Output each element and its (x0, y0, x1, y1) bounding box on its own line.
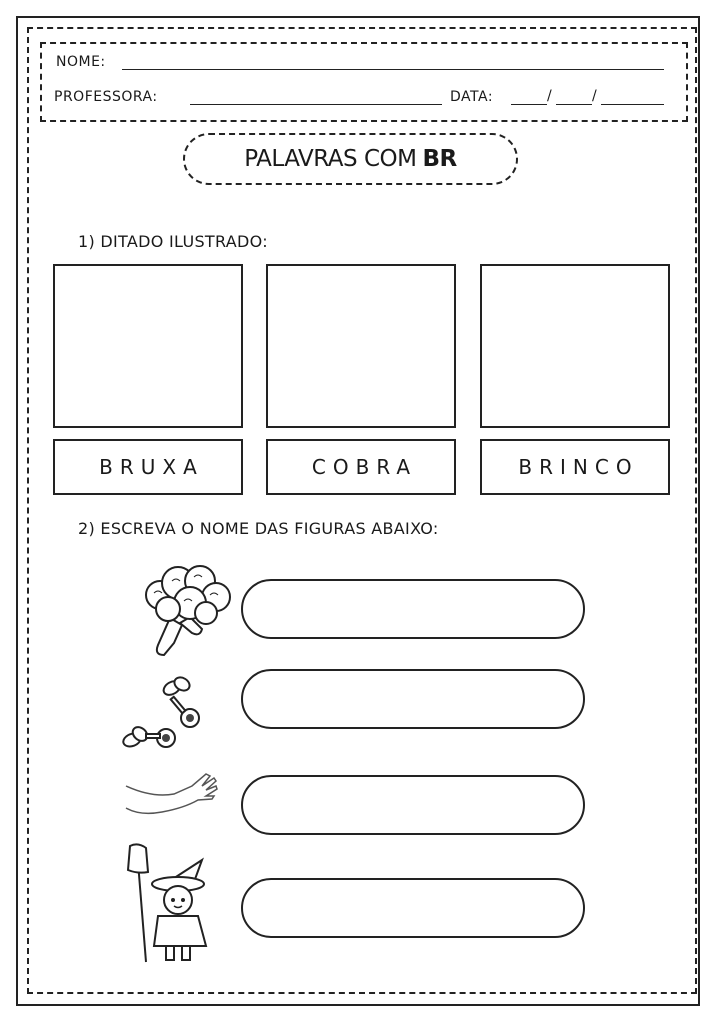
teacher-field[interactable] (190, 104, 442, 105)
arm-icon (122, 768, 222, 824)
answer-field-1[interactable] (241, 579, 585, 639)
drawing-box-3[interactable] (480, 264, 670, 428)
word-box-3: BRINCO (480, 439, 670, 495)
date-day-field[interactable] (511, 104, 547, 105)
date-year-field[interactable] (601, 104, 664, 105)
drawing-box-2[interactable] (266, 264, 456, 428)
witch-icon (116, 842, 216, 966)
date-separator: / (592, 88, 598, 104)
section1-title: 1) DITADO ILUSTRADO: (78, 232, 268, 251)
answer-field-2[interactable] (241, 669, 585, 729)
teacher-label: PROFESSORA: (54, 89, 158, 105)
earrings-icon (112, 672, 222, 762)
title-bold: BR (422, 146, 457, 172)
title-regular: PALAVRAS COM (244, 146, 417, 172)
answer-field-4[interactable] (241, 878, 585, 938)
section2-title: 2) ESCREVA O NOME DAS FIGURAS ABAIXO: (78, 519, 439, 538)
word-box-1: BRUXA (53, 439, 243, 495)
broccoli-icon (130, 563, 240, 663)
answer-field-3[interactable] (241, 775, 585, 835)
student-info-box (40, 42, 688, 122)
page-title (183, 133, 518, 185)
drawing-box-1[interactable] (53, 264, 243, 428)
word-box-2: COBRA (266, 439, 456, 495)
date-separator: / (547, 88, 553, 104)
date-label: DATA: (450, 89, 494, 105)
name-field[interactable] (122, 69, 664, 70)
date-month-field[interactable] (556, 104, 592, 105)
name-label: NOME: (56, 54, 106, 70)
